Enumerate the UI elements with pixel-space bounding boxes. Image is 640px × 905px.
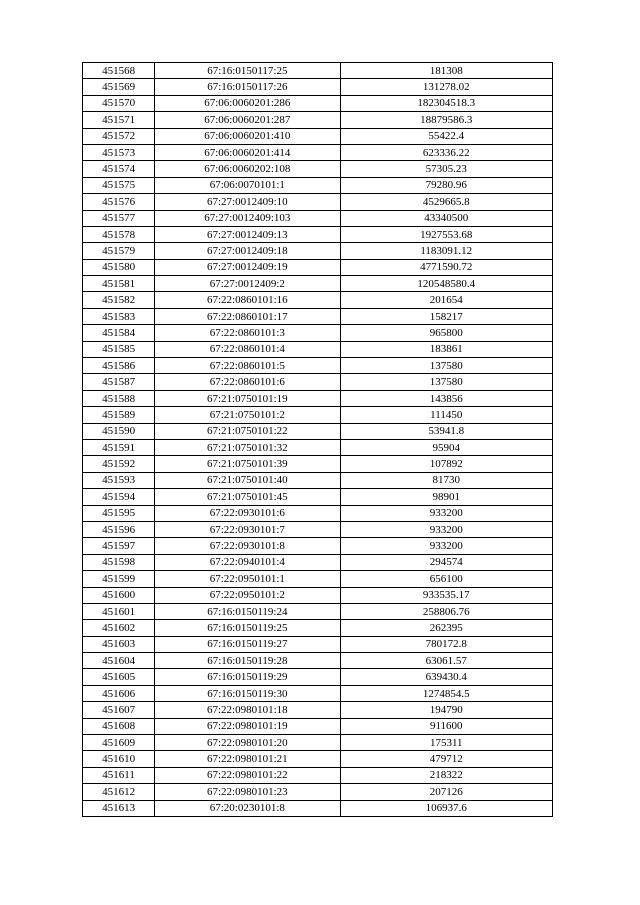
- row-number-cell: 451611: [83, 767, 155, 783]
- value-cell: 55422.4: [340, 128, 552, 144]
- table-row: [83, 276, 553, 292]
- table-row: [83, 718, 553, 734]
- table-row: [83, 407, 553, 423]
- value-cell: 181308: [340, 63, 552, 79]
- value-cell: 218322: [340, 767, 552, 783]
- table-body: [83, 63, 553, 817]
- cadastral-number-cell: 67:22:0860101:16: [155, 292, 340, 308]
- table-row: [83, 308, 553, 324]
- cadastral-number-cell: 67:06:0070101:1: [155, 177, 340, 193]
- table-row: [83, 702, 553, 718]
- row-number-cell: 451604: [83, 653, 155, 669]
- row-number-cell: 451586: [83, 358, 155, 374]
- cadastral-number-cell: 67:22:0940101:4: [155, 554, 340, 570]
- row-number-cell: 451610: [83, 751, 155, 767]
- value-cell: 175311: [340, 735, 552, 751]
- cadastral-number-cell: 67:22:0860101:3: [155, 325, 340, 341]
- value-cell: 207126: [340, 784, 552, 800]
- value-cell: 137580: [340, 374, 552, 390]
- row-number-cell: 451588: [83, 390, 155, 406]
- cadastral-number-cell: 67:06:0060202:108: [155, 161, 340, 177]
- row-number-cell: 451582: [83, 292, 155, 308]
- cadastral-number-cell: 67:22:0930101:6: [155, 505, 340, 521]
- table-row: [83, 554, 553, 570]
- value-cell: 4771590.72: [340, 259, 552, 275]
- cadastral-number-cell: 67:06:0060201:414: [155, 144, 340, 160]
- table-row: [83, 226, 553, 242]
- cadastral-number-cell: 67:21:0750101:22: [155, 423, 340, 439]
- table-row: [83, 800, 553, 816]
- value-cell: 81730: [340, 472, 552, 488]
- value-cell: 201654: [340, 292, 552, 308]
- table-row: [83, 521, 553, 537]
- row-number-cell: 451578: [83, 226, 155, 242]
- value-cell: 911600: [340, 718, 552, 734]
- value-cell: 780172.8: [340, 636, 552, 652]
- cadastral-number-cell: 67:21:0750101:32: [155, 439, 340, 455]
- value-cell: 131278.02: [340, 79, 552, 95]
- table-row: [83, 439, 553, 455]
- value-cell: 623336.22: [340, 144, 552, 160]
- row-number-cell: 451592: [83, 456, 155, 472]
- value-cell: 53941.8: [340, 423, 552, 439]
- row-number-cell: 451602: [83, 620, 155, 636]
- row-number-cell: 451573: [83, 144, 155, 160]
- row-number-cell: 451605: [83, 669, 155, 685]
- cadastral-number-cell: 67:27:0012409:103: [155, 210, 340, 226]
- cadastral-number-cell: 67:22:0860101:17: [155, 308, 340, 324]
- value-cell: 1183091.12: [340, 243, 552, 259]
- value-cell: 106937.6: [340, 800, 552, 816]
- cadastral-number-cell: 67:22:0980101:23: [155, 784, 340, 800]
- table-row: [83, 358, 553, 374]
- table-row: [83, 636, 553, 652]
- value-cell: 479712: [340, 751, 552, 767]
- cadastral-number-cell: 67:27:0012409:2: [155, 276, 340, 292]
- value-cell: 120548580.4: [340, 276, 552, 292]
- table-row: [83, 390, 553, 406]
- row-number-cell: 451585: [83, 341, 155, 357]
- value-cell: 933200: [340, 521, 552, 537]
- cadastral-number-cell: 67:22:0980101:18: [155, 702, 340, 718]
- table-row: [83, 538, 553, 554]
- cadastral-value-table: [82, 62, 553, 817]
- row-number-cell: 451568: [83, 63, 155, 79]
- table-row: [83, 144, 553, 160]
- row-number-cell: 451607: [83, 702, 155, 718]
- row-number-cell: 451577: [83, 210, 155, 226]
- value-cell: 294574: [340, 554, 552, 570]
- table-row: [83, 603, 553, 619]
- row-number-cell: 451569: [83, 79, 155, 95]
- row-number-cell: 451603: [83, 636, 155, 652]
- table-row: [83, 177, 553, 193]
- value-cell: 194790: [340, 702, 552, 718]
- cadastral-number-cell: 67:22:0930101:8: [155, 538, 340, 554]
- table-row: [83, 505, 553, 521]
- table-row: [83, 685, 553, 701]
- value-cell: 79280.96: [340, 177, 552, 193]
- table-row: [83, 341, 553, 357]
- cadastral-number-cell: 67:16:0150119:24: [155, 603, 340, 619]
- value-cell: 18879586.3: [340, 112, 552, 128]
- row-number-cell: 451612: [83, 784, 155, 800]
- table-row: [83, 161, 553, 177]
- value-cell: 933200: [340, 538, 552, 554]
- cadastral-number-cell: 67:21:0750101:39: [155, 456, 340, 472]
- cadastral-number-cell: 67:21:0750101:40: [155, 472, 340, 488]
- row-number-cell: 451608: [83, 718, 155, 734]
- cadastral-number-cell: 67:22:0950101:2: [155, 587, 340, 603]
- cadastral-number-cell: 67:16:0150119:28: [155, 653, 340, 669]
- table-row: [83, 489, 553, 505]
- cadastral-number-cell: 67:21:0750101:19: [155, 390, 340, 406]
- row-number-cell: 451601: [83, 603, 155, 619]
- row-number-cell: 451587: [83, 374, 155, 390]
- value-cell: 57305.23: [340, 161, 552, 177]
- row-number-cell: 451600: [83, 587, 155, 603]
- cadastral-number-cell: 67:06:0060201:410: [155, 128, 340, 144]
- cadastral-number-cell: 67:22:0980101:21: [155, 751, 340, 767]
- row-number-cell: 451599: [83, 571, 155, 587]
- value-cell: 1927553.68: [340, 226, 552, 242]
- row-number-cell: 451594: [83, 489, 155, 505]
- row-number-cell: 451589: [83, 407, 155, 423]
- cadastral-number-cell: 67:22:0980101:22: [155, 767, 340, 783]
- cadastral-number-cell: 67:16:0150117:26: [155, 79, 340, 95]
- row-number-cell: 451574: [83, 161, 155, 177]
- row-number-cell: 451572: [83, 128, 155, 144]
- row-number-cell: 451590: [83, 423, 155, 439]
- table-row: [83, 620, 553, 636]
- cadastral-number-cell: 67:22:0860101:4: [155, 341, 340, 357]
- table-row: [83, 653, 553, 669]
- value-cell: 258806.76: [340, 603, 552, 619]
- value-cell: 111450: [340, 407, 552, 423]
- row-number-cell: 451580: [83, 259, 155, 275]
- table-row: [83, 194, 553, 210]
- row-number-cell: 451596: [83, 521, 155, 537]
- row-number-cell: 451597: [83, 538, 155, 554]
- table-row: [83, 243, 553, 259]
- table-row: [83, 571, 553, 587]
- value-cell: 107892: [340, 456, 552, 472]
- cadastral-number-cell: 67:27:0012409:18: [155, 243, 340, 259]
- cadastral-number-cell: 67:06:0060201:286: [155, 95, 340, 111]
- cadastral-number-cell: 67:21:0750101:45: [155, 489, 340, 505]
- table-row: [83, 63, 553, 79]
- row-number-cell: 451591: [83, 439, 155, 455]
- value-cell: 933200: [340, 505, 552, 521]
- table-row: [83, 374, 553, 390]
- table-row: [83, 210, 553, 226]
- row-number-cell: 451570: [83, 95, 155, 111]
- value-cell: 183861: [340, 341, 552, 357]
- cadastral-number-cell: 67:06:0060201:287: [155, 112, 340, 128]
- table-row: [83, 112, 553, 128]
- value-cell: 965800: [340, 325, 552, 341]
- table-row: [83, 95, 553, 111]
- row-number-cell: 451593: [83, 472, 155, 488]
- row-number-cell: 451576: [83, 194, 155, 210]
- value-cell: 182304518.3: [340, 95, 552, 111]
- value-cell: 63061.57: [340, 653, 552, 669]
- row-number-cell: 451571: [83, 112, 155, 128]
- cadastral-number-cell: 67:21:0750101:2: [155, 407, 340, 423]
- row-number-cell: 451583: [83, 308, 155, 324]
- value-cell: 4529665.8: [340, 194, 552, 210]
- value-cell: 43340500: [340, 210, 552, 226]
- cadastral-number-cell: 67:22:0980101:20: [155, 735, 340, 751]
- row-number-cell: 451579: [83, 243, 155, 259]
- cadastral-number-cell: 67:20:0230101:8: [155, 800, 340, 816]
- table-row: [83, 669, 553, 685]
- value-cell: 98901: [340, 489, 552, 505]
- cadastral-number-cell: 67:16:0150119:27: [155, 636, 340, 652]
- row-number-cell: 451581: [83, 276, 155, 292]
- row-number-cell: 451575: [83, 177, 155, 193]
- value-cell: 933535.17: [340, 587, 552, 603]
- table-row: [83, 292, 553, 308]
- table-row: [83, 767, 553, 783]
- row-number-cell: 451584: [83, 325, 155, 341]
- table-row: [83, 735, 553, 751]
- table-row: [83, 423, 553, 439]
- value-cell: 1274854.5: [340, 685, 552, 701]
- table-row: [83, 751, 553, 767]
- value-cell: 158217: [340, 308, 552, 324]
- table-row: [83, 472, 553, 488]
- table-row: [83, 128, 553, 144]
- cadastral-number-cell: 67:22:0860101:5: [155, 358, 340, 374]
- row-number-cell: 451595: [83, 505, 155, 521]
- cadastral-number-cell: 67:16:0150119:29: [155, 669, 340, 685]
- table-row: [83, 587, 553, 603]
- cadastral-number-cell: 67:27:0012409:10: [155, 194, 340, 210]
- value-cell: 262395: [340, 620, 552, 636]
- table-row: [83, 456, 553, 472]
- value-cell: 95904: [340, 439, 552, 455]
- table-row: [83, 325, 553, 341]
- cadastral-number-cell: 67:22:0930101:7: [155, 521, 340, 537]
- table-row: [83, 259, 553, 275]
- cadastral-number-cell: 67:16:0150119:30: [155, 685, 340, 701]
- table-row: [83, 79, 553, 95]
- cadastral-number-cell: 67:22:0860101:6: [155, 374, 340, 390]
- value-cell: 639430.4: [340, 669, 552, 685]
- cadastral-number-cell: 67:16:0150117:25: [155, 63, 340, 79]
- cadastral-number-cell: 67:22:0950101:1: [155, 571, 340, 587]
- cadastral-number-cell: 67:27:0012409:13: [155, 226, 340, 242]
- cadastral-number-cell: 67:22:0980101:19: [155, 718, 340, 734]
- table-row: [83, 784, 553, 800]
- cadastral-number-cell: 67:16:0150119:25: [155, 620, 340, 636]
- row-number-cell: 451598: [83, 554, 155, 570]
- row-number-cell: 451613: [83, 800, 155, 816]
- value-cell: 143856: [340, 390, 552, 406]
- value-cell: 656100: [340, 571, 552, 587]
- row-number-cell: 451606: [83, 685, 155, 701]
- cadastral-number-cell: 67:27:0012409:19: [155, 259, 340, 275]
- row-number-cell: 451609: [83, 735, 155, 751]
- value-cell: 137580: [340, 358, 552, 374]
